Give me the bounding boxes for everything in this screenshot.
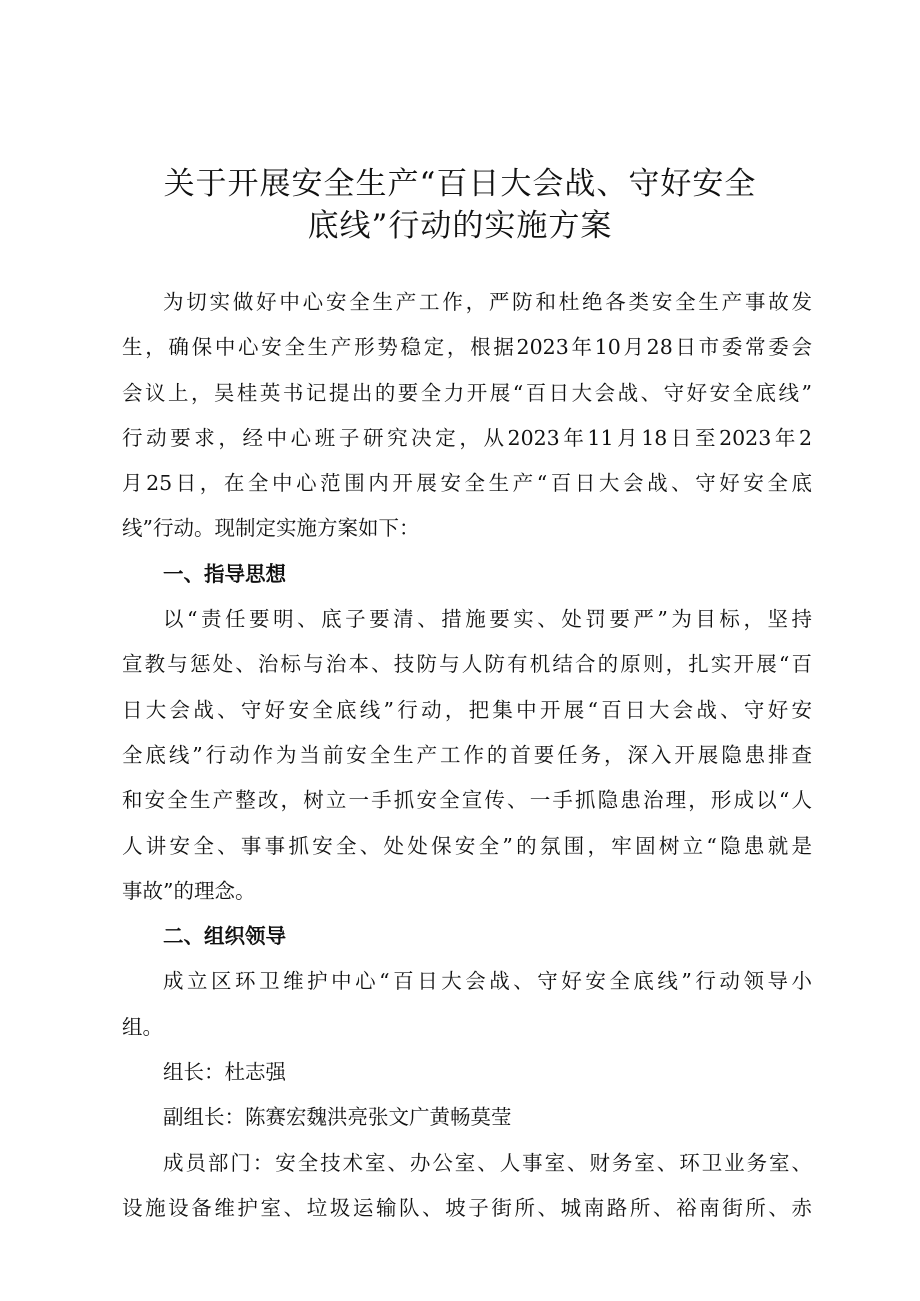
- intro-line: 线”行动。现制定实施方案如下：: [122, 516, 420, 541]
- intro-line: 生，确保中心安全生产形势稳定，根据2023年10月28日市委常委会: [122, 335, 812, 360]
- section-1-paragraph: [122, 597, 812, 914]
- section-1-line: 日大会战、守好安全底线”行动，把集中开展“百日大会战、守好安: [122, 697, 812, 722]
- section-1-line: 事故”的理念。: [122, 878, 256, 903]
- group-leader: [122, 1050, 812, 1095]
- section-2-line: 成立区环卫维护中心“百日大会战、守好安全底线”行动领导小: [163, 969, 812, 994]
- section-1-heading: 一、指导思想: [163, 561, 286, 586]
- document-title-line-2: 底线”行动的实施方案: [307, 208, 613, 244]
- section-1-line: 以“责任要明、底子要清、措施要实、处罚要严”为目标，坚持: [163, 607, 812, 632]
- document-body: [122, 280, 812, 1231]
- member-departments: [122, 1141, 812, 1232]
- section-1-line: 人讲安全、事事抓安全、处处保安全”的氛围，牢固树立“隐患就是: [122, 833, 812, 858]
- member-departments-line: 成员部门：安全技术室、办公室、人事室、财务室、环卫业务室、: [163, 1150, 812, 1175]
- deputy-leaders-line: 副组长：陈赛宏魏洪亮张文广黄畅莫莹: [163, 1105, 512, 1130]
- section-2-paragraph: [122, 959, 812, 1050]
- section-1-line: 和安全生产整改，树立一手抓安全宣传、一手抓隐患治理，形成以“人: [122, 788, 812, 813]
- intro-line: 会议上，吴桂英书记提出的要全力开展“百日大会战、守好安全底线”: [122, 380, 812, 405]
- section-1-line: 全底线”行动作为当前安全生产工作的首要任务，深入开展隐患排查: [122, 742, 812, 767]
- section-1-line: 宣教与惩处、治标与治本、技防与人防有机结合的原则，扎实开展“百: [122, 652, 812, 677]
- member-departments-line: 设施设备维护室、垃圾运输队、坡子街所、城南路所、裕南街所、赤: [122, 1195, 812, 1220]
- intro-line: 为切实做好中心安全生产工作，严防和杜绝各类安全生产事故发: [163, 290, 812, 314]
- document-title-line-1: 关于开展安全生产“百日大会战、守好安全: [163, 166, 757, 202]
- intro-line: 月25日，在全中心范围内开展安全生产“百日大会战、守好安全底: [122, 471, 812, 496]
- deputy-leaders: [122, 1095, 812, 1140]
- intro-paragraph: [122, 280, 812, 552]
- group-leader-line: 组长：杜志强: [163, 1060, 286, 1085]
- section-2-line: 组。: [122, 1014, 163, 1039]
- section-2-heading: 二、组织领导: [163, 924, 286, 949]
- intro-line: 行动要求，经中心班子研究决定，从2023年11月18日至2023年2: [122, 425, 812, 450]
